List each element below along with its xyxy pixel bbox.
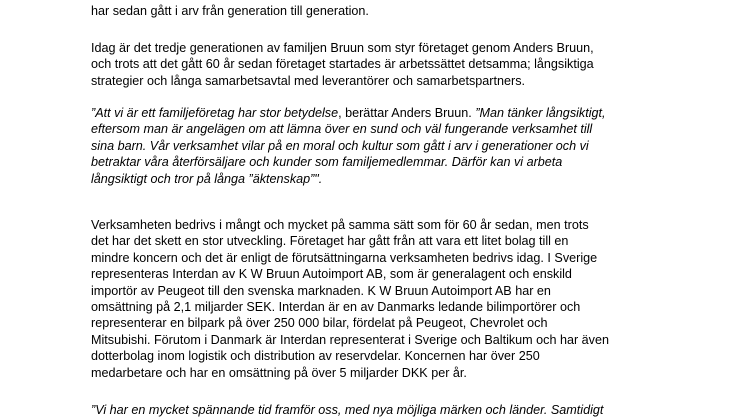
quote-text: ”Att vi är ett familjeföretag har stor betydelse	[91, 106, 339, 120]
text-line: medarbetare och har en omsättning på över 5 miljarder DKK per år.	[91, 365, 467, 380]
text-line: dotterbolag inom logistik och distribution av reservdelar. Koncernen har över 250	[91, 349, 540, 364]
text-line: mindre koncern och det är enligt de förutsättningarna verksamheten bedrivs idag. I Sverige	[91, 250, 598, 265]
quote-text: ”Man tänker långsiktigt,	[475, 106, 606, 120]
text-line: ”Vi har en mycket spännande tid framför oss, med nya möjliga märken och länder. Samtidigt	[91, 403, 604, 417]
text-line: har sedan gått i arv från generation till generation.	[91, 4, 369, 18]
paragraph-heritage	[91, 3, 691, 19]
text-line: strategier och långa samarbetsavtal med leverantörer och samarbetspartners.	[91, 73, 525, 88]
text-line: importör av Peugeot till den svenska marknaden. K W Bruun Autoimport AB har en	[91, 283, 551, 298]
text-line: Verksamheten bedrivs i mångt och mycket på samma sätt som för 60 år sedan, men trots	[91, 218, 589, 232]
text-line: omsättning på 2,1 miljarder SEK. Interdan är en av Danmarks ledande bilimportörer och	[91, 300, 581, 315]
paragraph-business-development	[91, 217, 691, 381]
text-line: eftersom man är angelägen om att lämna över en sund och väl fungerande verksamhet till	[91, 122, 593, 137]
paragraph-third-generation	[91, 40, 691, 89]
text-line: Mitsubishi. Förutom i Danmark är Interdan representerat i Sverige och Baltikum och har även	[91, 332, 609, 347]
text-line: representerar en bilpark på över 250 000 bilar, fördelat på Peugeot, Chevrolet och	[91, 316, 548, 331]
attribution-text: , berättar Anders Bruun.	[338, 106, 476, 120]
text-line: långsiktigt och tror på långa ”äktenskap”".	[91, 171, 323, 186]
paragraph-quote-family-business	[91, 105, 691, 187]
text-line: och trots att det gått 60 år sedan företaget startades är arbetssättet detsamma; långsiktiga	[91, 57, 594, 72]
paragraph-quote-future	[91, 402, 691, 418]
text-line: Idag är det tredje generationen av familjen Bruun som styr företaget genom Anders Bruun,	[91, 41, 594, 55]
text-line: representeras Interdan av K W Bruun Autoimport AB, som är generalagent och enskild	[91, 267, 572, 282]
quote-first-line	[91, 105, 691, 121]
text-line: betraktar våra återförsäljare och kunder som familjemedlemmar. Därför kan vi arbeta	[91, 155, 563, 170]
text-line: sina barn. Vår verksamhet vilar på en moral och kultur som gått i arv i generationer och vi	[91, 138, 589, 153]
text-line: det har det skett en stor utveckling. Företaget har gått från att vara ett litet bolag till en	[91, 234, 569, 249]
